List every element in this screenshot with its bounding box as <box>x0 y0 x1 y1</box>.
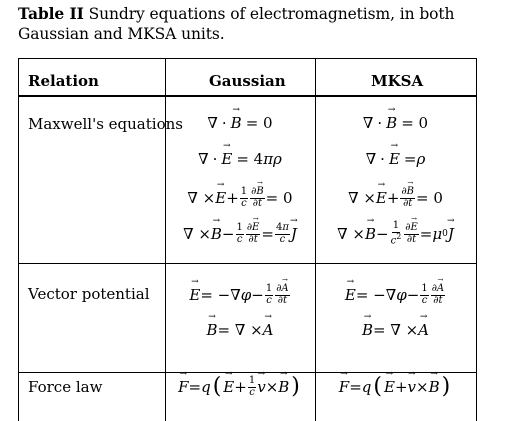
mksa-div-e: ∇ · → E = ρ <box>315 149 476 169</box>
header-gaussian: Gaussian <box>209 72 286 90</box>
table-caption <box>18 4 523 44</box>
mksa-div-b: ∇ · → B = 0 <box>315 113 476 133</box>
gauss-force-law: → F = q ( → E + $\frac{1}{c}$ → v × → B ) <box>165 374 315 400</box>
table-top-rule <box>18 58 477 59</box>
row-divider-1 <box>18 263 477 264</box>
header-relation: Relation <box>28 72 99 90</box>
mksa-e-potential: → E = −∇ φ − $\frac{1}{c}$ $\frac{\partial\to A}{\partial t}$ <box>315 282 476 308</box>
row-label-force-law: Force law <box>28 378 103 396</box>
equations-table <box>18 58 477 421</box>
header-rule <box>18 95 477 97</box>
gauss-ampere: ∇ × → B − $\frac{1}{c}$ $\frac{\partial\to E}{\partial t}$ = $\frac{4\pi}{c}$ → J <box>165 221 315 247</box>
table-caption-text: Sundry equations of electromagnetism, in both Gaussian and MKSA units. <box>18 5 455 43</box>
left-border <box>18 58 19 421</box>
row-label-maxwell: Maxwell's equations <box>28 115 183 133</box>
header-mksa: MKSA <box>371 72 424 90</box>
gauss-b-potential: → B = ∇ × → A <box>165 320 315 340</box>
gauss-div-b: ∇ · → B = 0 <box>165 113 315 133</box>
table-number: Table II <box>18 4 84 23</box>
mksa-faraday: ∇ × → E + $\frac{\partial\to B}{\partial t}$ = 0 <box>315 185 476 211</box>
gauss-faraday: ∇ × → E + $\frac{1}{c}$ $\frac{\partial\to B}{\partial t}$ = 0 <box>165 185 315 211</box>
mksa-b-potential: → B = ∇ × → A <box>315 320 476 340</box>
right-border <box>476 58 477 421</box>
gauss-e-potential: → E = −∇ φ − $\frac{1}{c}$ $\frac{\partial\to A}{\partial t}$ <box>165 282 315 308</box>
gauss-div-e: ∇ · → E = 4 πρ <box>165 149 315 169</box>
mksa-force-law: → F = q ( → E + → v × → B ) <box>315 374 476 400</box>
row-label-vector-potential: Vector potential <box>28 285 150 303</box>
mksa-ampere: ∇ × → B − $\frac{1}{c^2}$ $\frac{\partial\to E}{\partial t}$ = μ 0 → J <box>315 221 476 247</box>
